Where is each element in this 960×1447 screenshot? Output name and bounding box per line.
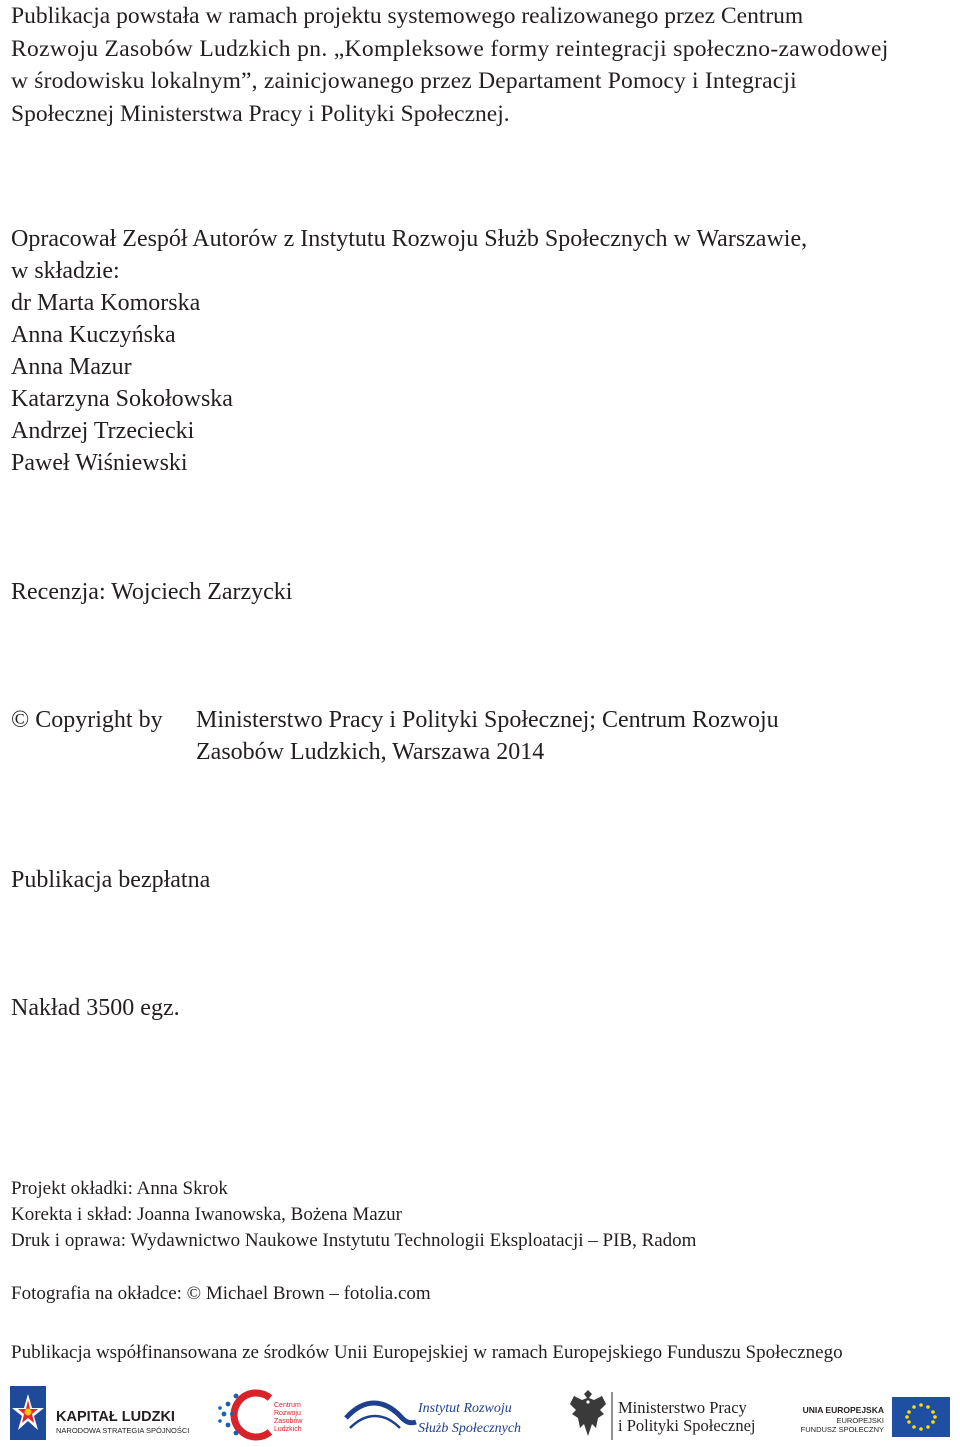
eu-line: UNIA EUROPEJSKA <box>802 1405 884 1415</box>
polish-eagle-icon <box>570 1390 606 1436</box>
print-run-note: Nakład 3500 egz. <box>11 995 180 1021</box>
kapital-ludzki-title: KAPITAŁ LUDZKI <box>56 1409 175 1425</box>
mpips-line: i Polityki Społecznej <box>618 1416 756 1435</box>
cover-design-credit: Projekt okładki: Anna Skrok <box>11 1178 228 1199</box>
author-name: dr Marta Komorska <box>11 290 201 316</box>
intro-line: Rozwoju Zasobów Ludzkich pn. „Kompleksowe formy reintegracji społeczno-zawodowej <box>11 35 889 62</box>
irss-wave-icon <box>346 1403 416 1428</box>
crzl-line: Ludzkich <box>274 1426 302 1433</box>
crzl-logo <box>218 1384 328 1444</box>
crzl-line: Centrum <box>274 1402 301 1409</box>
proofreading-credit: Korekta i skład: Joanna Iwanowska, Bożena Mazur <box>11 1204 402 1225</box>
author-name: Katarzyna Sokołowska <box>11 386 233 412</box>
crzl-line: Zasobów <box>274 1418 303 1425</box>
intro-paragraph <box>11 0 889 130</box>
eu-flag-icon <box>892 1397 950 1437</box>
logo-strip <box>0 1384 960 1444</box>
copyright-holder-line: Zasobów Ludzkich, Warszawa 2014 <box>196 739 545 765</box>
irss-line: Służb Społecznych <box>418 1421 522 1436</box>
eu-line: EUROPEJSKI <box>836 1416 884 1425</box>
copyright-holder <box>196 704 896 768</box>
mpips-logo <box>562 1384 770 1444</box>
free-publication-note: Publikacja bezpłatna <box>11 867 211 893</box>
credits-section <box>11 1176 696 1254</box>
review-line: Recenzja: Wojciech Zarzycki <box>11 579 293 605</box>
kapital-ludzki-star-icon <box>10 1386 46 1440</box>
copyright-holder-line: Ministerstwo Pracy i Polityki Społecznej; Centrum Rozwoju <box>196 707 779 733</box>
author-name: Anna Kuczyńska <box>11 322 176 348</box>
intro-line: Publikacja powstała w ramach projektu systemowego realizowanego przez Centrum <box>11 3 804 29</box>
intro-line: Społecznej Ministerstwa Pracy i Polityki Społecznej. <box>11 100 510 127</box>
authors-intro: w składzie: <box>11 258 120 284</box>
intro-line: w środowisku lokalnym”, zainicjowanego przez Departament Pomocy i Integracji <box>11 68 797 94</box>
cover-photo-credit: Fotografia na okładce: © Michael Brown – fotolia.com <box>11 1283 431 1304</box>
irss-line: Instytut Rozwoju <box>418 1401 512 1416</box>
eu-line: FUNDUSZ SPOŁECZNY <box>800 1425 884 1434</box>
mpips-line: Ministerstwo Pracy <box>618 1398 747 1417</box>
author-name: Paweł Wiśniewski <box>11 450 188 476</box>
copyright-label: © Copyright by <box>11 707 163 733</box>
kapital-ludzki-logo <box>8 1384 198 1444</box>
eu-logo <box>796 1384 956 1444</box>
author-name: Anna Mazur <box>11 354 132 380</box>
authors-intro: Opracował Zespół Autorów z Instytutu Rozwoju Służb Społecznych w Warszawie, <box>11 226 808 252</box>
cofinancing-note: Publikacja współfinansowana ze środków Unii Europejskiej w ramach Europejskiego Funduszu Społecznego <box>11 1342 843 1363</box>
kapital-ludzki-subtitle: NARODOWA STRATEGIA SPÓJNOŚCI <box>56 1426 190 1435</box>
printing-credit: Druk i oprawa: Wydawnictwo Naukowe Instytutu Technologii Eksploatacji – PIB, Radom <box>11 1230 697 1251</box>
authors-section <box>11 223 807 479</box>
crzl-star-ring-icon <box>218 1393 270 1437</box>
author-name: Andrzej Trzeciecki <box>11 418 195 444</box>
crzl-line: Rozwoju <box>274 1410 301 1417</box>
irss-logo <box>344 1384 526 1444</box>
